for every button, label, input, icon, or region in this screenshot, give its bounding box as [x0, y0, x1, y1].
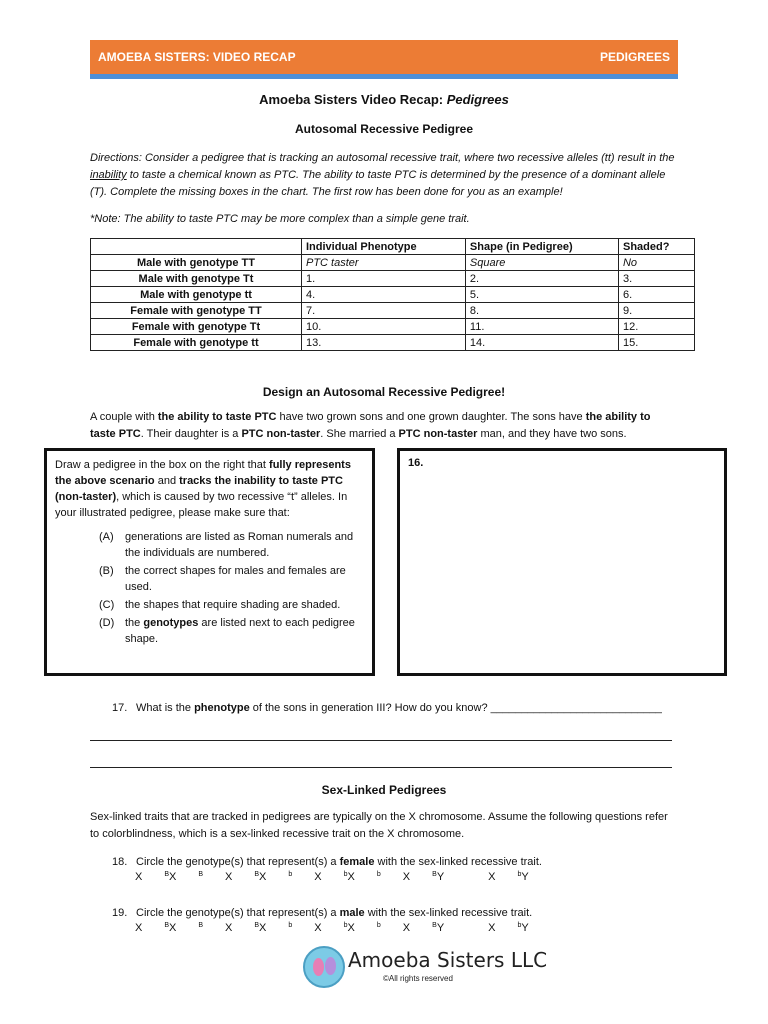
table-row [91, 335, 695, 351]
header-right-title: PEDIGREES [599, 50, 670, 64]
list-marker: (A) [99, 531, 114, 543]
genotype-chromosome: X [135, 922, 143, 934]
table-header-cell: Shaded? [618, 239, 694, 255]
table-cell[interactable]: 8. [465, 303, 618, 319]
table-cell[interactable]: 10. [302, 319, 466, 335]
genotype-chromosome: X [169, 871, 177, 883]
scenario-text: A couple with [90, 411, 158, 423]
table-cell[interactable]: 5. [465, 287, 618, 303]
box-intro-text: , which is caused by two recessive “t” alleles. In your illustrated pedigree, please make sure that: [55, 491, 348, 519]
list-item [99, 563, 364, 595]
question-19-text-a: Circle the genotype(s) that represent(s) a [136, 907, 340, 919]
list-marker: (C) [99, 599, 115, 611]
box-intro-text: and [154, 475, 180, 487]
genotype-chromosome: Y [436, 871, 445, 883]
genotype-allele: B [432, 871, 437, 878]
genotype-chromosome: X [225, 871, 233, 883]
table-cell: Female with genotype tt [91, 335, 302, 351]
title-prefix: Amoeba Sisters Video Recap: [259, 92, 447, 107]
genotype-chromosome: X [135, 871, 143, 883]
genotype-option[interactable] [488, 922, 551, 934]
question-18-text-a: Circle the genotype(s) that represent(s) a [136, 856, 340, 868]
genotype-option[interactable] [488, 871, 551, 883]
answer-line[interactable] [90, 740, 672, 741]
scenario-text: . Their daughter is a [140, 428, 242, 440]
list-text [125, 563, 364, 595]
table-cell[interactable]: 12. [618, 319, 694, 335]
question-18-number: 18. [112, 856, 128, 868]
genotype-options-19 [135, 922, 573, 934]
scenario-text: have two grown sons and one grown daughter. The sons have [276, 411, 586, 423]
list-text-part: genotypes [143, 617, 199, 629]
genotype-option[interactable] [135, 871, 203, 883]
question-17-text-a: What is the [136, 702, 195, 714]
scenario-text: PTC non-taster [398, 428, 478, 440]
footer-rights: ©All rights reserved [383, 974, 453, 983]
section-title-autosomal: Autosomal Recessive Pedigree [294, 122, 474, 136]
table-header-cell: Individual Phenotype [302, 239, 466, 255]
question-19 [112, 905, 532, 921]
directions-text-a: : Consider a pedigree that is tracking an autosomal recessive trait, where two recessive alleles (tt) result in the [138, 152, 675, 164]
box-intro-text: tracks the inability to taste PTC (non-taster) [55, 475, 343, 503]
genotype-option[interactable] [314, 922, 381, 934]
question-18 [112, 854, 542, 870]
genotype-table [90, 238, 695, 351]
directions-inability: inability [90, 169, 127, 181]
scenario-text: PTC non-taster [241, 428, 321, 440]
question-18-bold: female [339, 856, 375, 868]
list-marker: (B) [99, 565, 114, 577]
table-row [91, 255, 695, 271]
table-row [91, 319, 695, 335]
scenario-text: . She married a [320, 428, 399, 440]
table-cell: Male with genotype tt [91, 287, 302, 303]
genotype-chromosome: X [402, 871, 411, 883]
footer-brand: Amoeba Sisters LLC [348, 948, 548, 972]
table-header-cell [91, 239, 302, 255]
genotype-chromosome: X [314, 871, 322, 883]
directions-paragraph [90, 150, 678, 201]
table-cell[interactable]: 7. [302, 303, 466, 319]
table-cell[interactable]: 6. [618, 287, 694, 303]
genotype-allele: b [376, 871, 381, 878]
header-underline [90, 74, 678, 79]
genotype-allele: b [343, 922, 348, 929]
box-intro-text: fully represents the above scenario [55, 459, 351, 487]
table-cell[interactable]: 2. [465, 271, 618, 287]
question-18-text-b: with the sex-linked recessive trait. [374, 856, 542, 868]
list-text-part: the [125, 617, 144, 629]
page-title [90, 92, 678, 107]
question-17-bold: phenotype [194, 702, 250, 714]
genotype-chromosome: X [259, 922, 267, 934]
question-19-text-b: with the sex-linked recessive trait. [364, 907, 533, 919]
list-text-part: are listed next to each pedigree shape. [125, 617, 355, 645]
question-17-text-b: of the sons in generation III? How do you know? ____________________________ [249, 702, 662, 714]
genotype-option[interactable] [314, 871, 381, 883]
instructions-checklist [55, 529, 364, 647]
genotype-chromosome: X [402, 922, 411, 934]
table-cell[interactable]: 1. [302, 271, 466, 287]
genotype-chromosome: X [225, 922, 233, 934]
genotype-allele: B [198, 871, 204, 878]
directions-label: Directions [90, 152, 139, 164]
table-cell[interactable]: 9. [618, 303, 694, 319]
title-topic: Pedigrees [446, 92, 509, 107]
table-cell: PTC taster [302, 255, 466, 271]
table-header-row [91, 239, 695, 255]
list-text [125, 597, 340, 613]
list-text [125, 615, 364, 647]
table-cell[interactable]: 4. [302, 287, 466, 303]
question-17 [112, 700, 662, 716]
answer-line[interactable] [90, 767, 672, 768]
table-cell: Female with genotype Tt [91, 319, 302, 335]
scenario-text: man, and they have two sons. [477, 428, 627, 440]
genotype-chromosome: X [259, 871, 267, 883]
genotype-option[interactable] [135, 922, 203, 934]
note-paragraph: *Note: The ability to taste PTC may be more complex than a simple gene trait. [90, 213, 470, 225]
directions-text-b: to taste a chemical known as PTC. The ability to taste PTC is determined by the presence of a dominant allele (T). Complete the missing boxes in the chart. The first row has been done for you as an example! [90, 169, 666, 198]
question-16-number: 16. [408, 457, 424, 469]
header-left-title: AMOEBA SISTERS: VIDEO RECAP [98, 50, 296, 64]
table-row [91, 271, 695, 287]
table-header-cell: Shape (in Pedigree) [465, 239, 618, 255]
box-intro-text: Draw a pedigree in the box on the right that [55, 459, 270, 471]
instructions-intro [55, 457, 364, 521]
pedigree-drawing-box[interactable] [397, 448, 727, 676]
list-text-part: the shapes that require shading are shaded. [125, 599, 341, 611]
table-cell[interactable]: 13. [302, 335, 466, 351]
list-text-part: generations are listed as Roman numerals and the individuals are numbered. [125, 531, 354, 559]
genotype-option[interactable] [225, 922, 292, 934]
list-text-part: the correct shapes for males and females are used. [125, 565, 346, 593]
genotype-chromosome: X [347, 922, 355, 934]
table-cell: Square [465, 255, 618, 271]
genotype-allele: B [198, 922, 204, 929]
genotype-allele: b [517, 922, 522, 929]
purple-amoeba-icon [325, 957, 336, 975]
scenario-paragraph [90, 409, 678, 443]
genotype-option[interactable] [225, 871, 292, 883]
table-cell: Female with genotype TT [91, 303, 302, 319]
genotype-allele: b [343, 871, 348, 878]
table-cell: Male with genotype Tt [91, 271, 302, 287]
table-cell[interactable]: 11. [465, 319, 618, 335]
list-item [99, 597, 364, 613]
genotype-chromosome: X [169, 922, 177, 934]
genotype-chromosome: X [488, 922, 496, 934]
genotype-chromosome: X [314, 922, 322, 934]
genotype-chromosome: X [488, 871, 496, 883]
genotype-allele: b [288, 871, 293, 878]
genotype-allele: B [164, 871, 170, 878]
genotype-allele: B [254, 871, 260, 878]
amoeba-sisters-logo [303, 946, 345, 988]
question-19-bold: male [339, 907, 365, 919]
section-title-design: Design an Autosomal Recessive Pedigree! [262, 385, 506, 399]
scenario-text: the ability to taste PTC [157, 411, 277, 423]
genotype-option[interactable] [403, 871, 466, 883]
genotype-chromosome: Y [436, 922, 445, 934]
table-cell[interactable]: 3. [618, 271, 694, 287]
list-text [125, 529, 364, 561]
genotype-option[interactable] [403, 922, 466, 934]
sex-linked-intro: Sex-linked traits that are tracked in pedigrees are typically on the X chromosome. Assume the following questions refer to colorblindness, which is a sex-linked recessive trait on the X chromosome. [90, 811, 668, 840]
scenario-text: the ability to taste PTC [90, 411, 651, 440]
genotype-chromosome: Y [521, 871, 529, 883]
pink-amoeba-icon [313, 958, 324, 976]
table-cell[interactable]: 15. [618, 335, 694, 351]
list-item [99, 615, 364, 647]
question-19-number: 19. [112, 907, 128, 919]
table-row [91, 287, 695, 303]
list-marker: (D) [99, 617, 115, 629]
instructions-box [44, 448, 375, 676]
table-cell[interactable]: 14. [465, 335, 618, 351]
genotype-allele: B [432, 922, 437, 929]
genotype-allele: B [164, 922, 170, 929]
genotype-chromosome: Y [521, 922, 529, 934]
table-cell: Male with genotype TT [91, 255, 302, 271]
genotype-chromosome: X [347, 871, 355, 883]
section-title-sex-linked: Sex-Linked Pedigrees [321, 783, 447, 797]
genotype-allele: B [254, 922, 260, 929]
genotype-allele: b [376, 922, 381, 929]
genotype-allele: b [517, 871, 522, 878]
header-bar [90, 40, 678, 74]
table-row [91, 303, 695, 319]
table-cell: No [618, 255, 694, 271]
list-item [99, 529, 364, 561]
genotype-allele: b [288, 922, 293, 929]
question-17-number: 17. [112, 702, 128, 714]
genotype-options-18 [135, 871, 573, 883]
